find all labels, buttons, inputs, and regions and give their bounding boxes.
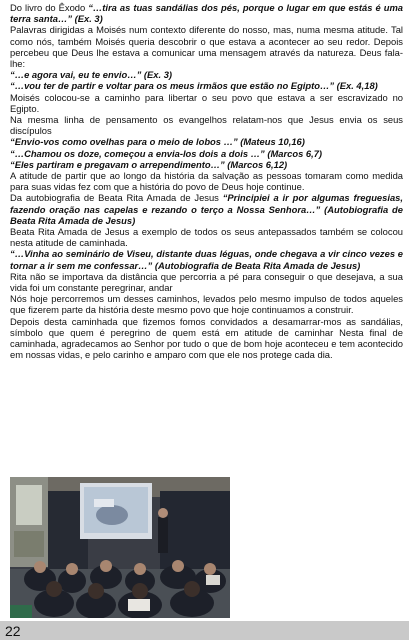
text-run: Beata Rita Amada de Jesus a exemplo de todos os seus antepassados também se colocou nesta atitude de caminhada.	[10, 226, 403, 249]
text-run: Nós hoje percorremos um desses caminhos, levados pelo mesmo impulso de todos aqueles que fizerem parte da história deste mesmo povo que hoje continuamos a construir.	[10, 293, 403, 316]
quotation: “…Chamou os doze, começou a envia-los dois a dois …” (Marcos 6,7)	[10, 147, 323, 159]
quotation: “Eles partiram e pregavam o arrependimento…” (Marcos 6,12)	[10, 158, 288, 170]
paragraph	[10, 2, 403, 24]
quotation: “…Vinha ao seminário de Viseu, distante duas léguas, onde chegava a vir cinco vezes e tornar a ir sem me confessar…” (Autobiografia de Beata Rita Amada de Jesus)	[10, 248, 403, 271]
paragraph	[10, 248, 403, 270]
quotation: “Principiei a ir por algumas freguesias, fazendo oração nas capelas e rezando o terço a Nossa Senhora…” (Autobiografia de Beata Rita Amada de Jesus)	[10, 192, 403, 226]
paragraph	[10, 69, 403, 80]
paragraph	[10, 24, 403, 69]
paragraph	[10, 114, 403, 136]
paragraph	[10, 148, 403, 159]
paragraph	[10, 192, 403, 226]
paragraph	[10, 80, 403, 91]
text-run: Moisés colocou-se a caminho para libertar o seu povo que estava a ser escravizado no Egipto.	[10, 91, 403, 114]
text-run: Depois desta caminhada que fizemos fomos convidados a desamarrar-mos as sandálias, símbolo que quem é peregrino de quem está em atitude de caminhar Nesta final de caminhada, agradecamos ao Senhor por tudo o que de bom hoje aconteceu e tem acontecido em nossas vidas, e pelo carinho e amparo com que ele nos protege cada dia.	[10, 315, 403, 361]
text-run: Da autobiografia de Beata Rita Amada de Jesus	[10, 192, 223, 204]
text-run: Palavras dirigidas a Moisés num contexto diferente do nosso, mas, numa mesma atitude. Tal como nós, também Moisés queria descobrir o que estava a acontecer ao seu redor. Depois percebeu que Deus lhe estava a comunicar uma mensagem através da natureza. Deus fala-lhe:	[10, 24, 403, 70]
text-run: A atitude de partir que ao longo da história da salvação as pessoas tomaram como medida para suas vidas fez com que a história do povo de Deus hoje continue.	[10, 170, 403, 193]
paragraph	[10, 271, 403, 293]
paragraph	[10, 159, 403, 170]
paragraph	[10, 316, 403, 361]
group-photo	[10, 477, 230, 618]
text-run: Do livro do Êxodo	[10, 2, 89, 13]
paragraph	[10, 136, 403, 147]
quotation: “…tira as tuas sandálias dos pés, porque o lugar em que estás é uma terra santa…” (Ex. 3)	[10, 2, 403, 25]
text-run: Rita não se importava da distância que percorria a pé para conseguir o que desejava, a sua vida foi um constante peregrinar, andar	[10, 270, 403, 294]
quotation: “Envio-vos como ovelhas para o meio de lobos …” (Mateus 10,16)	[10, 136, 305, 148]
page-footer	[0, 621, 409, 640]
paragraph	[10, 92, 403, 114]
article-body	[10, 2, 403, 361]
paragraph	[10, 170, 403, 192]
paragraph	[10, 226, 403, 248]
page-number: 22	[5, 623, 21, 639]
quotation: “…vou ter de partir e voltar para os meus irmãos que estão no Egipto…” (Ex. 4,18)	[10, 80, 378, 92]
text-run: Na mesma linha de pensamento os evangelhos relatam-nos que Jesus envia os seus discípulos	[10, 114, 403, 137]
quotation: “…e agora vai, eu te envio…” (Ex. 3)	[10, 69, 173, 81]
paragraph	[10, 293, 403, 315]
